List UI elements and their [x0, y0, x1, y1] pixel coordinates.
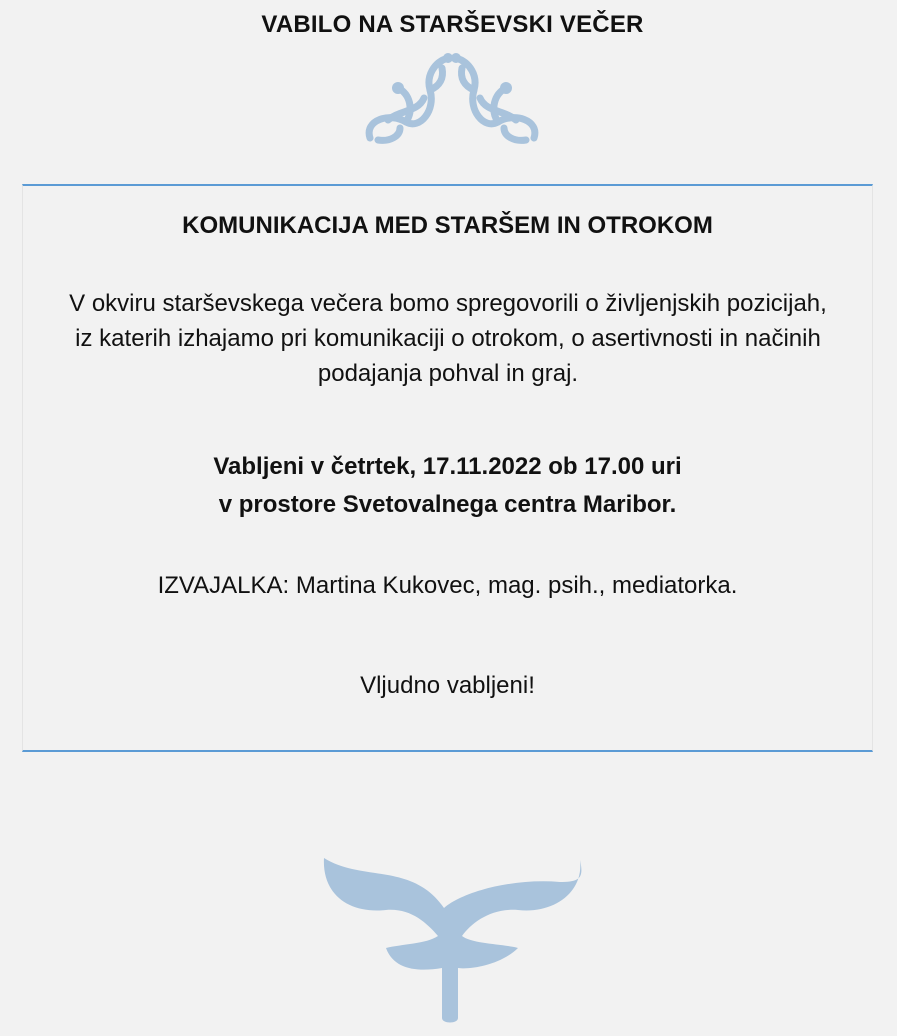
- invitation-closing: Vljudno vabljeni!: [360, 672, 535, 699]
- leaf-ornament-icon: [322, 852, 582, 1024]
- page-title: VABILO NA STARŠEVSKI VEČER: [261, 11, 644, 38]
- flourish-ornament-icon: [360, 50, 544, 150]
- invitation-lecturer: IZVAJALKA: Martina Kukovec, mag. psih., mediatorka.: [157, 572, 738, 599]
- invitation-box: [22, 184, 873, 752]
- invitation-date: Vabljeni v četrtek, 17.11.2022 ob 17.00 uri: [213, 453, 682, 480]
- invitation-location: v prostore Svetovalnega centra Maribor.: [218, 491, 677, 518]
- invitation-description: V okviru starševskega večera bomo spregovorili o življenjskih pozicijah, iz katerih izhajamo pri komunikaciji o otrokom, o asertivnosti in načinih podajanja pohval in graj.: [69, 290, 827, 387]
- invitation-date-block: [23, 448, 872, 524]
- invitation-title: KOMUNIKACIJA MED STARŠEM IN OTROKOM: [182, 212, 713, 239]
